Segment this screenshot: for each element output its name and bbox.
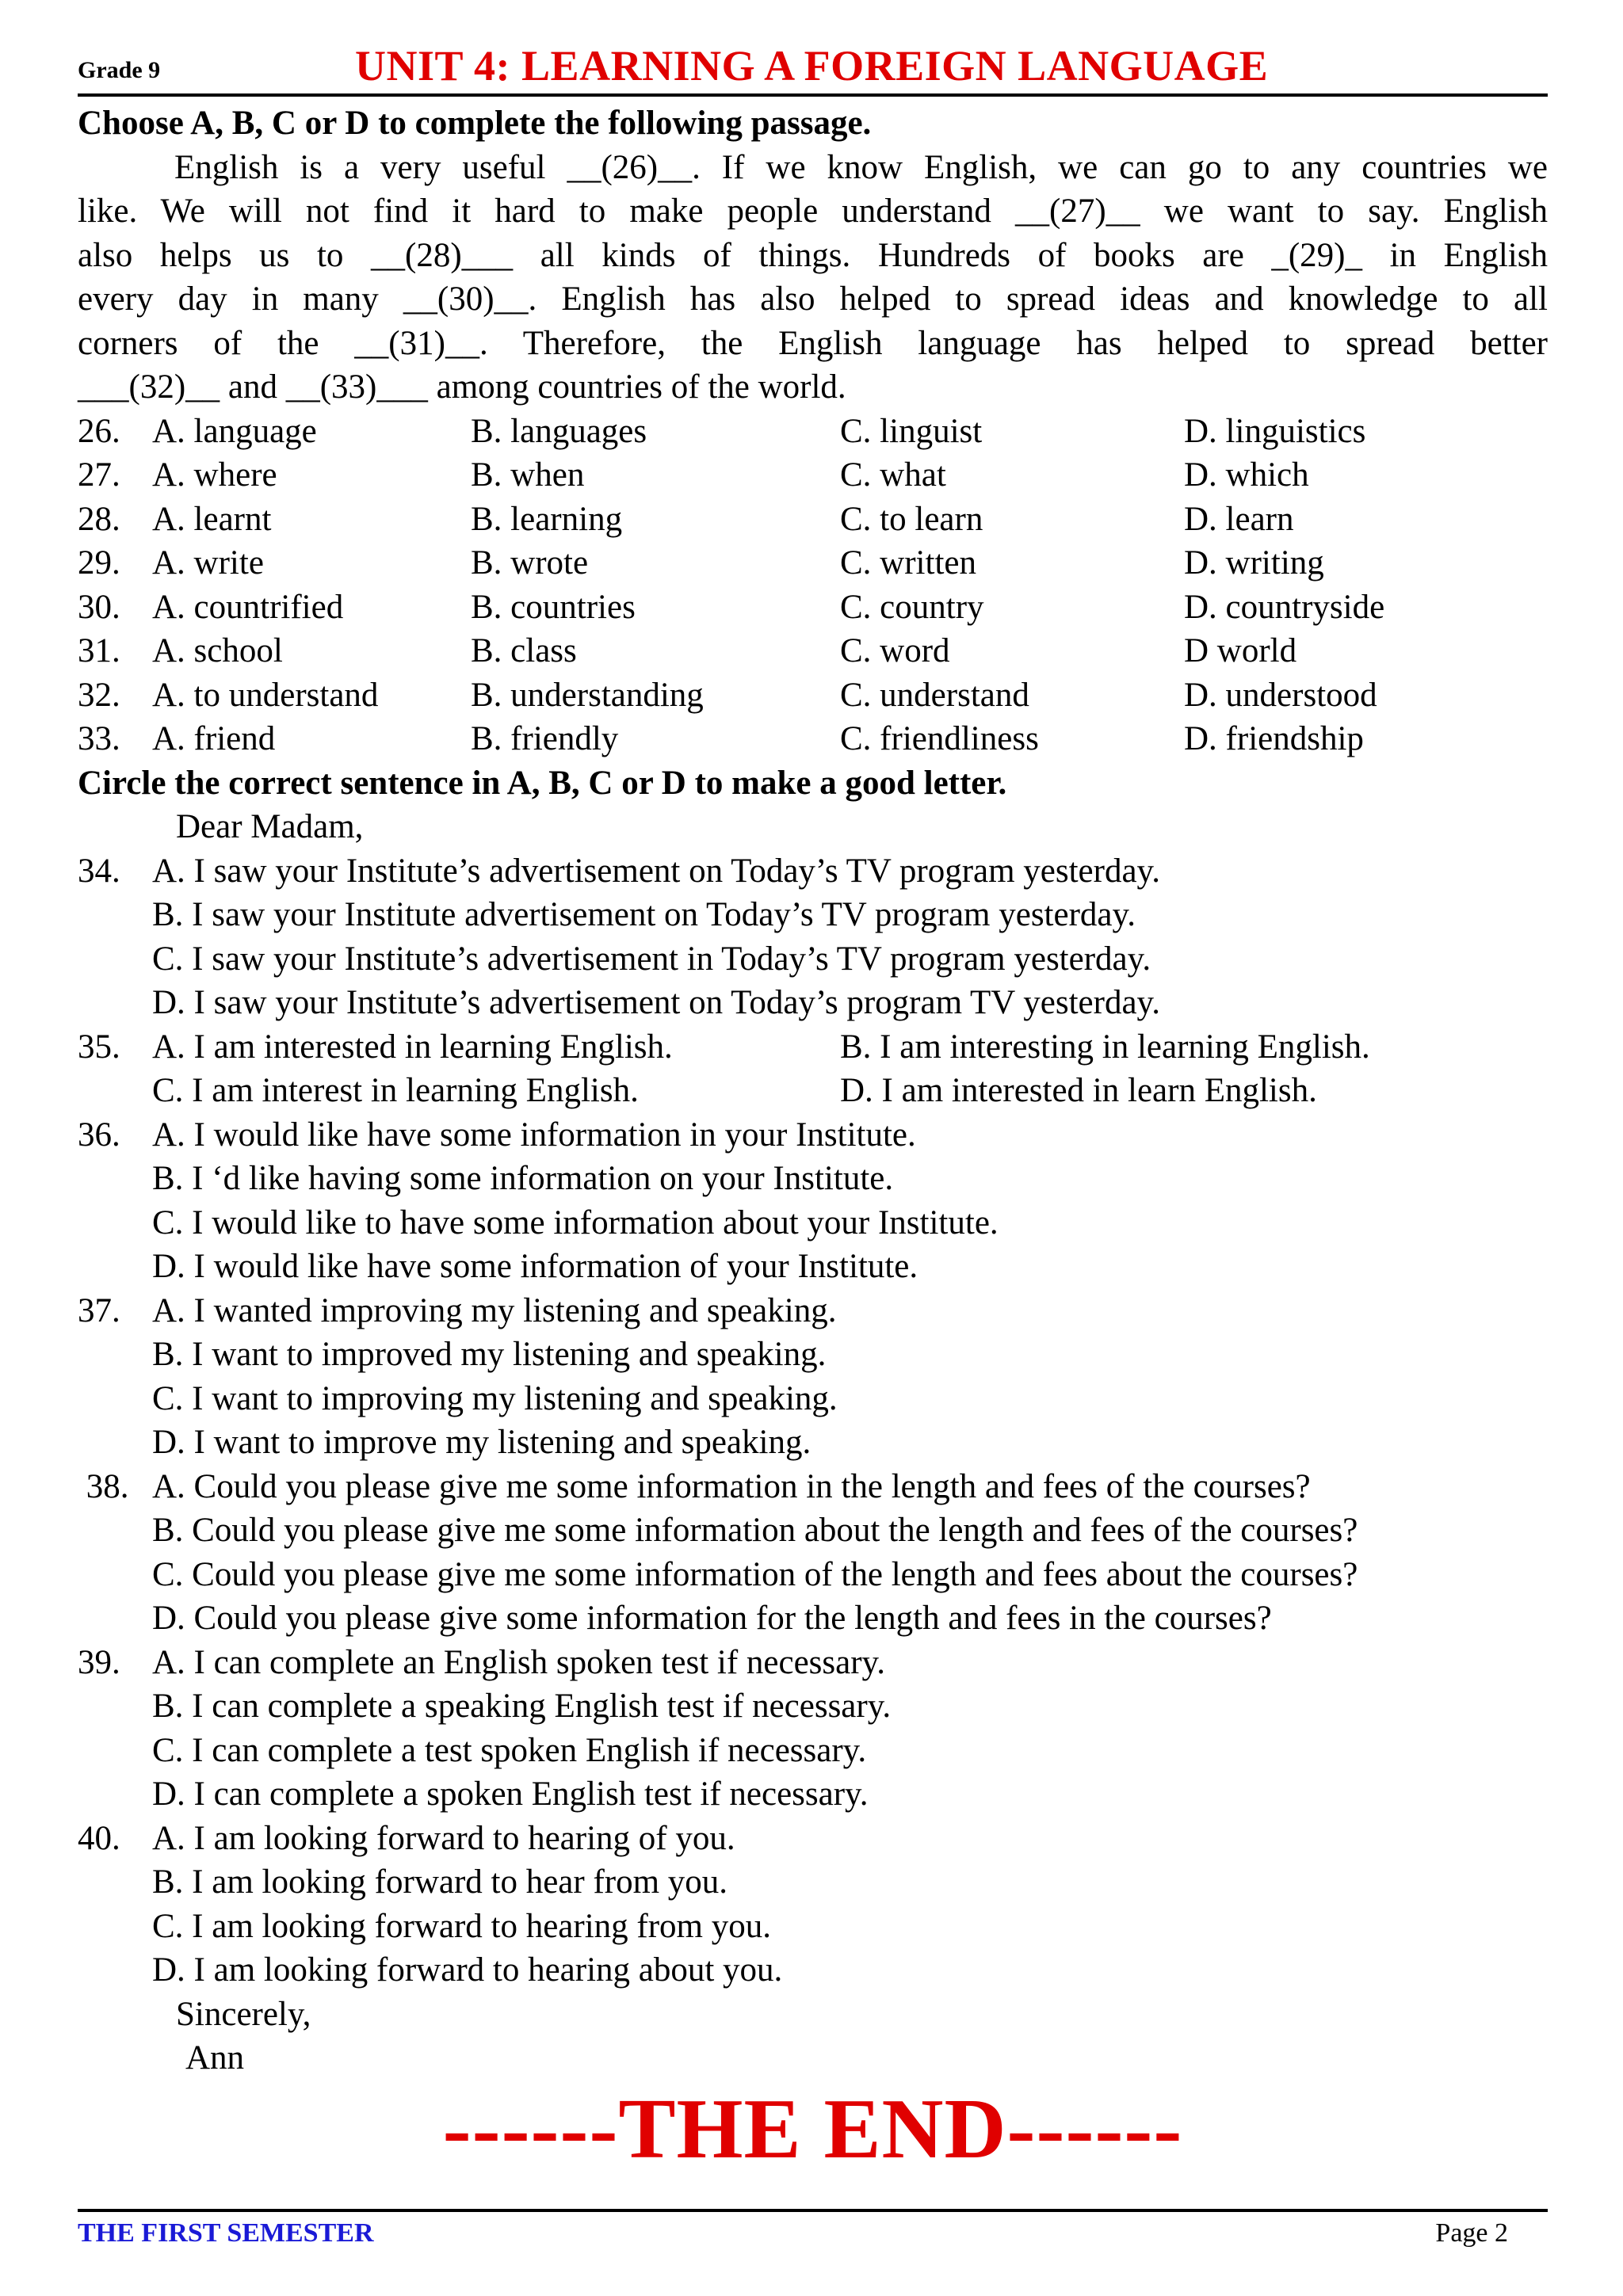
- option-a[interactable]: A. I would like have some information in your Institute.: [152, 1116, 916, 1154]
- option-a[interactable]: A. I am looking forward to hearing of you.: [152, 1819, 735, 1857]
- reading-passage: [78, 146, 1548, 410]
- question-34: [78, 849, 1548, 894]
- option-b[interactable]: B. I saw your Institute advertisement on Today’s TV program yesterday.: [152, 896, 1136, 933]
- question-28: [78, 498, 1548, 542]
- option-b[interactable]: B. I ‘d like having some information on your Institute.: [152, 1160, 894, 1197]
- question-38: [78, 1465, 1548, 1509]
- option-a[interactable]: A. write: [152, 544, 264, 582]
- question-37-c: [78, 1377, 1548, 1421]
- option-a[interactable]: A. I am interested in learning English.: [152, 1028, 673, 1066]
- option-c[interactable]: C. what: [840, 456, 946, 494]
- question-number: 28.: [78, 500, 120, 538]
- passage-line: also helps us to __(28)___ all kinds of things. Hundreds of books are _(29)_ in English: [78, 236, 1548, 274]
- option-c[interactable]: C. understand: [840, 676, 1029, 714]
- option-c[interactable]: C. friendliness: [840, 720, 1039, 757]
- option-a[interactable]: A. I saw your Institute’s advertisement on Today’s TV program yesterday.: [152, 852, 1161, 890]
- option-d[interactable]: D. I can complete a spoken English test if necessary.: [152, 1775, 869, 1813]
- passage-line: every day in many __(30)__. English has also helped to spread ideas and knowledge to all: [78, 280, 1548, 318]
- question-37: [78, 1289, 1548, 1333]
- option-b[interactable]: B. countries: [471, 588, 636, 626]
- question-34-d: [78, 981, 1548, 1025]
- question-number: 29.: [78, 544, 120, 582]
- question-35: [78, 1025, 1548, 1070]
- passage-line: ___(32)__ and __(33)___ among countries of the world.: [78, 368, 846, 406]
- letter-closing: Sincerely,: [176, 1995, 311, 2033]
- question-39-d: [78, 1772, 1548, 1817]
- option-d[interactable]: D. I would like have some information of your Institute.: [152, 1248, 918, 1285]
- question-39-c: [78, 1729, 1548, 1773]
- question-number: 30.: [78, 588, 120, 626]
- header-divider: [78, 93, 1548, 97]
- option-c[interactable]: C. linguist: [840, 412, 983, 450]
- option-d[interactable]: D. I want to improve my listening and speaking.: [152, 1424, 812, 1461]
- option-a[interactable]: A. school: [152, 632, 283, 669]
- question-37-b: [78, 1333, 1548, 1377]
- question-35-cd: [78, 1069, 1548, 1113]
- letter-greeting: Dear Madam,: [176, 808, 364, 845]
- question-39: [78, 1641, 1548, 1685]
- question-number: 31.: [78, 632, 120, 669]
- passage-line: English is a very useful __(26)__. If we know English, we can go to any countries we: [174, 148, 1548, 186]
- option-d[interactable]: D. linguistics: [1184, 412, 1366, 450]
- question-number: 35.: [78, 1028, 120, 1066]
- question-number: 37.: [78, 1291, 120, 1329]
- question-32: [78, 673, 1548, 718]
- option-b[interactable]: B. friendly: [471, 720, 619, 757]
- question-38-b: [78, 1508, 1548, 1553]
- question-40-b: [78, 1860, 1548, 1905]
- option-b[interactable]: B. I am looking forward to hear from you.: [152, 1863, 728, 1901]
- question-number: 40.: [78, 1819, 120, 1857]
- unit-title: UNIT 4: LEARNING A FOREIGN LANGUAGE: [355, 42, 1269, 90]
- option-d[interactable]: D. countryside: [1184, 588, 1385, 626]
- question-38-c: [78, 1553, 1548, 1597]
- option-a[interactable]: A. to understand: [152, 676, 379, 714]
- option-a[interactable]: A. where: [152, 456, 277, 494]
- question-number: 34.: [78, 852, 120, 890]
- question-number: 32.: [78, 676, 120, 714]
- question-number: 38.: [78, 1467, 129, 1505]
- option-b[interactable]: B. languages: [471, 412, 647, 450]
- option-c[interactable]: C. I am looking forward to hearing from you.: [152, 1907, 771, 1945]
- page-number: Page 2: [1435, 2218, 1508, 2248]
- option-d[interactable]: D. which: [1184, 456, 1309, 494]
- question-40-d: [78, 1948, 1548, 1993]
- question-number: 26.: [78, 412, 120, 450]
- question-27: [78, 453, 1548, 498]
- question-29: [78, 541, 1548, 585]
- option-c[interactable]: C. country: [840, 588, 984, 626]
- option-d[interactable]: D. learn: [1184, 500, 1294, 538]
- option-c[interactable]: C. I saw your Institute’s advertisement in Today’s TV program yesterday.: [152, 940, 1151, 978]
- option-d[interactable]: D. Could you please give some information for the length and fees in the courses?: [152, 1600, 1272, 1637]
- question-number: 33.: [78, 720, 120, 757]
- page-header: [78, 38, 1548, 93]
- option-c[interactable]: C. to learn: [840, 500, 983, 538]
- question-39-b: [78, 1684, 1548, 1729]
- question-33: [78, 717, 1548, 761]
- option-a[interactable]: A. learnt: [152, 500, 272, 538]
- option-a[interactable]: A. I wanted improving my listening and speaking.: [152, 1291, 837, 1329]
- question-number: 36.: [78, 1116, 120, 1154]
- option-b[interactable]: B. I am interesting in learning English.: [840, 1028, 1370, 1066]
- question-26: [78, 410, 1548, 454]
- option-c[interactable]: C. word: [840, 632, 950, 669]
- question-number: 27.: [78, 456, 120, 494]
- worksheet-content: [78, 101, 1548, 2081]
- option-d[interactable]: D. I saw your Institute’s advertisement on Today’s program TV yesterday.: [152, 984, 1161, 1021]
- the-end-banner: ------THE END------: [442, 2082, 1183, 2176]
- question-38-d: [78, 1596, 1548, 1641]
- option-a[interactable]: A. friend: [152, 720, 276, 757]
- option-c[interactable]: C. I would like to have some information about your Institute.: [152, 1203, 999, 1241]
- option-c[interactable]: C. Could you please give me some information of the length and fees about the courses?: [152, 1555, 1358, 1593]
- option-b[interactable]: B. wrote: [471, 544, 589, 582]
- question-36: [78, 1113, 1548, 1158]
- section1-instruction: Choose A, B, C or D to complete the following passage.: [78, 105, 872, 142]
- question-number: 39.: [78, 1643, 120, 1681]
- passage-line: like. We will not find it hard to make people understand __(27)__ we want to say. English: [78, 193, 1548, 230]
- option-a[interactable]: A. language: [152, 412, 317, 450]
- option-b[interactable]: B. learning: [471, 500, 623, 538]
- option-b[interactable]: B. Could you please give me some information about the length and fees of the courses?: [152, 1512, 1358, 1549]
- question-40: [78, 1817, 1548, 1861]
- question-36-c: [78, 1201, 1548, 1245]
- question-31: [78, 629, 1548, 673]
- option-c[interactable]: C. I am interest in learning English.: [152, 1072, 639, 1109]
- option-b[interactable]: B. I can complete a speaking English test if necessary.: [152, 1688, 892, 1725]
- option-d[interactable]: D world: [1184, 632, 1297, 669]
- footer-semester: THE FIRST SEMESTER: [78, 2218, 374, 2248]
- option-d[interactable]: D. writing: [1184, 544, 1324, 582]
- passage-questions: [78, 410, 1548, 761]
- option-a[interactable]: A. I can complete an English spoken test if necessary.: [152, 1643, 886, 1681]
- question-37-d: [78, 1421, 1548, 1465]
- option-a[interactable]: A. Could you please give me some information in the length and fees of the courses?: [152, 1467, 1311, 1505]
- option-b[interactable]: B. when: [471, 456, 585, 494]
- option-a[interactable]: A. countrified: [152, 588, 344, 626]
- question-34-b: [78, 893, 1548, 937]
- passage-line: corners of the __(31)__. Therefore, the English language has helped to spread better: [78, 324, 1548, 362]
- grade-label: Grade 9: [78, 57, 161, 83]
- footer-divider: [78, 2209, 1548, 2212]
- document-page: [78, 38, 1548, 2256]
- question-30: [78, 585, 1548, 630]
- option-c[interactable]: C. I want to improving my listening and speaking.: [152, 1379, 838, 1417]
- option-b[interactable]: B. understanding: [471, 676, 704, 714]
- option-c[interactable]: C. I can complete a test spoken English if necessary.: [152, 1731, 867, 1769]
- option-b[interactable]: B. class: [471, 632, 577, 669]
- option-d[interactable]: D. friendship: [1184, 720, 1364, 757]
- letter-signature: Ann: [185, 2039, 245, 2077]
- question-40-c: [78, 1905, 1548, 1949]
- question-36-d: [78, 1245, 1548, 1289]
- section2-instruction: Circle the correct sentence in A, B, C or D to make a good letter.: [78, 764, 1007, 802]
- option-d[interactable]: D. I am looking forward to hearing about you.: [152, 1951, 783, 1989]
- option-b[interactable]: B. I want to improved my listening and speaking.: [152, 1336, 827, 1373]
- option-c[interactable]: C. written: [840, 544, 976, 582]
- option-d[interactable]: D. I am interested in learn English.: [840, 1072, 1317, 1109]
- question-36-b: [78, 1157, 1548, 1201]
- question-34-c: [78, 937, 1548, 982]
- option-d[interactable]: D. understood: [1184, 676, 1377, 714]
